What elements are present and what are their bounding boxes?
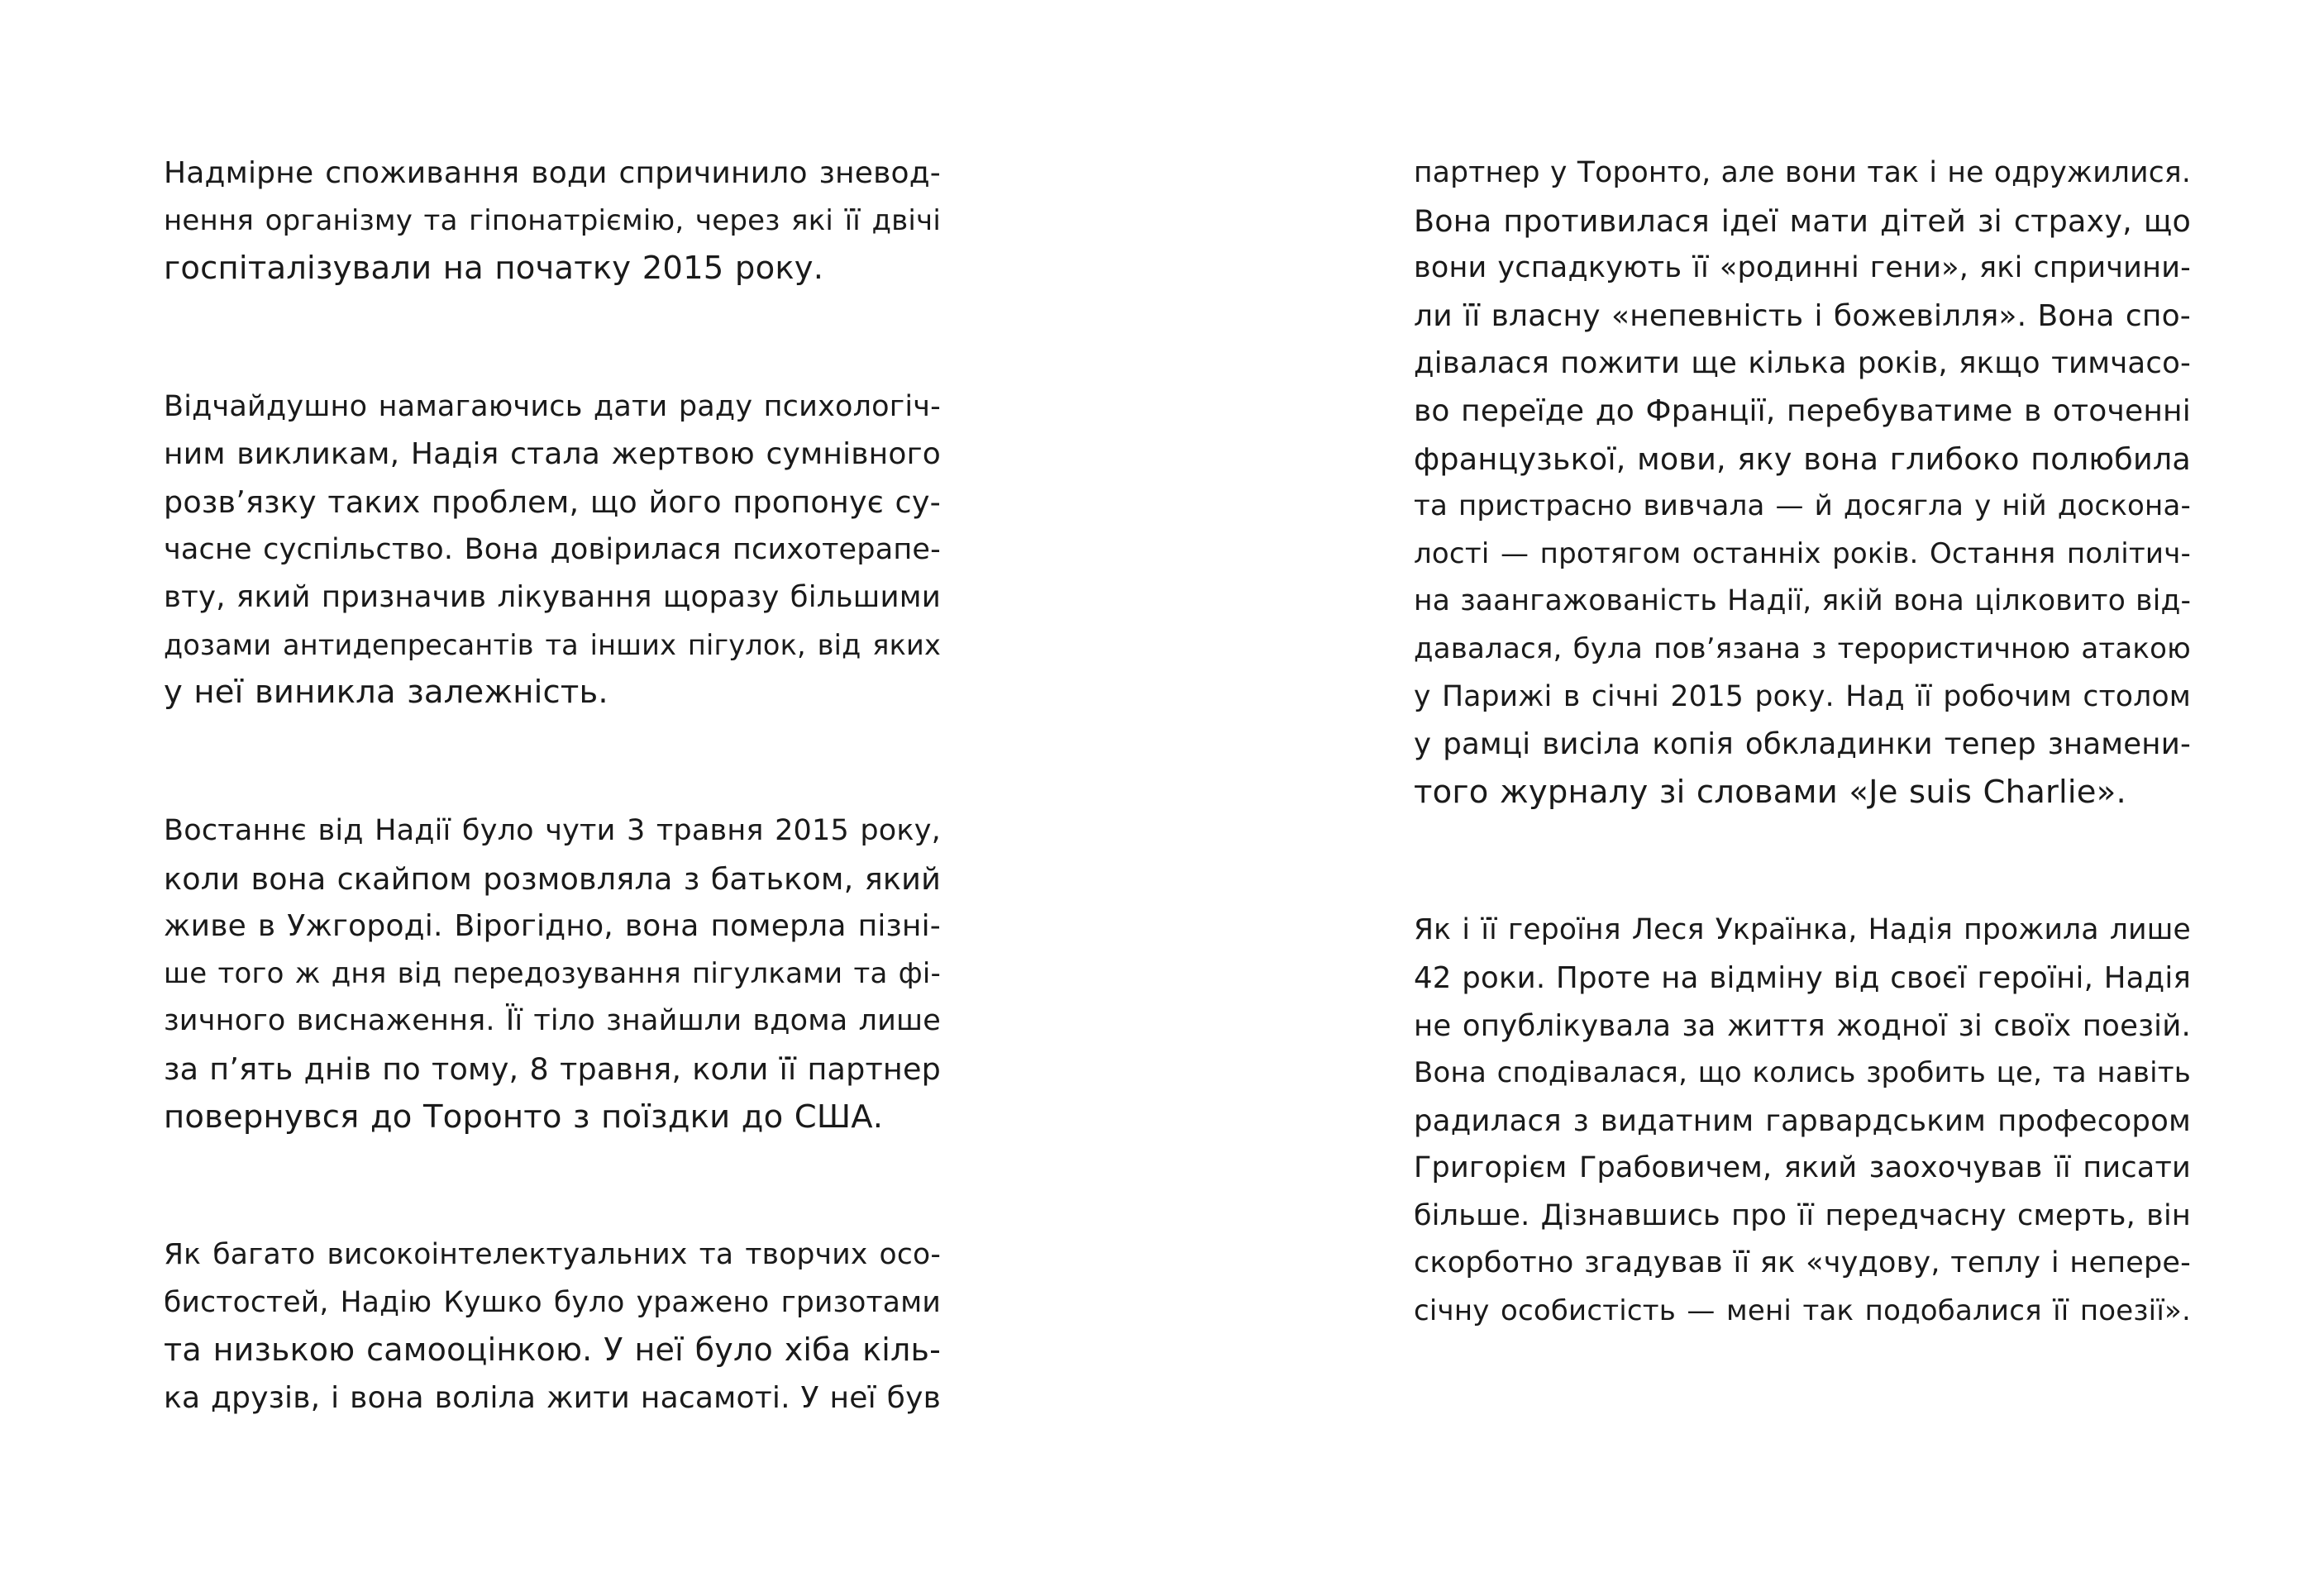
text-line: ним викликам, Надія стала жертвою сумнівного xyxy=(164,437,941,472)
paragraph xyxy=(164,807,941,1141)
text-line: лості — протягом останніх років. Остання політич- xyxy=(1414,536,2191,570)
text-line: ше того ж дня від передозування пігулками та фі- xyxy=(164,956,941,990)
text-line: Надмірне споживання води спричинило зневод- xyxy=(164,156,941,190)
text-line: госпіталізували на початку 2015 року. xyxy=(164,250,824,288)
paragraph xyxy=(1414,150,2191,816)
text-line: живе в Ужгороді. Вірогідно, вона померла пізні- xyxy=(164,909,941,944)
text-line: Вона противилася ідеї мати дітей зі страху, що xyxy=(1414,202,2191,239)
text-line: того журналу зі словами «Je suis Charlie». xyxy=(1414,773,2126,811)
text-line: не опублікувала за життя жодної зі своїх поезій. xyxy=(1414,1008,2191,1043)
text-line: часне суспільство. Вона довірилася психотерапе- xyxy=(164,532,941,566)
text-line: коли вона скайпом розмовляла з батьком, який xyxy=(164,860,941,897)
paragraph xyxy=(164,383,941,717)
left-text-column xyxy=(164,150,941,1512)
text-line: Як і її героїня Леся Українка, Надія прожила лише xyxy=(1414,913,2191,947)
text-line: Як багато високоінтелектуальних та творчих осо- xyxy=(164,1238,941,1272)
text-line: давалася, була пов’язана з терористичною атакою xyxy=(1414,631,2191,665)
text-line: бистостей, Надію Кушко було уражено гризотами xyxy=(164,1285,941,1319)
paragraph xyxy=(164,150,941,293)
text-line: ли її власну «непевність і божевілля». Вона спо- xyxy=(1414,298,2191,333)
text-line: вту, який призначив лікування щоразу більшими xyxy=(164,580,941,615)
text-line: французької, мови, яку вона глибоко полюбила xyxy=(1414,441,2191,477)
text-line: 42 роки. Проте на відміну від своєї героїні, Надія xyxy=(1414,960,2191,995)
right-page xyxy=(1162,0,2324,1591)
text-line: січну особистість — мені так подобалися її поезії». xyxy=(1414,1294,2191,1328)
text-line: радилася з видатним гарвардським професором xyxy=(1414,1103,2191,1138)
text-line: повернувся до Торонто з поїздки до США. xyxy=(164,1098,884,1136)
text-line: зичного виснаження. Її тіло знайшли вдома лише xyxy=(164,1004,941,1038)
text-line: Вона сподівалася, що колись зробить це, та навіть xyxy=(1414,1056,2191,1090)
text-line: во переїде до Франції, перебуватиме в оточенні xyxy=(1414,393,2191,428)
text-line: ка друзів, і вона воліла жити насамоті. У неї був xyxy=(164,1380,941,1415)
text-line: Григорієм Грабовичем, який заохочував її писати xyxy=(1414,1151,2191,1185)
text-line: більше. Дізнавшись про її передчасну смерть, він xyxy=(1414,1198,2191,1232)
text-line: скорботно згадував її як «чудову, теплу і непере- xyxy=(1414,1246,2191,1280)
text-line: та пристрасно вивчала — й досягла у ній доскона- xyxy=(1414,489,2191,523)
text-line: дозами антидепресантів та інших пігулок, від яких xyxy=(164,628,941,661)
text-line: партнер у Торонто, але вони так і не одружилися. xyxy=(1414,156,2191,189)
right-text-column xyxy=(1414,150,2191,1427)
text-line: та низькою самооцінкою. У неї було хіба кіль- xyxy=(164,1331,941,1369)
text-line: на заангажованість Надії, якій вона цілковито від- xyxy=(1414,584,2192,618)
text-line: вони успадкують її «родинні гени», які спричини- xyxy=(1414,251,2191,285)
paragraph xyxy=(1414,907,2191,1335)
paragraph xyxy=(164,1231,941,1422)
text-line: у Парижі в січні 2015 року. Над її робочим столом xyxy=(1414,679,2191,713)
text-line: за п’ять днів по тому, 8 травня, коли її партнер xyxy=(164,1050,941,1087)
text-line: розв’язку таких проблем, що його пропонує су- xyxy=(164,483,941,520)
text-line: дівалася пожити ще кілька років, якщо тимчасо- xyxy=(1414,346,2191,381)
text-line: Востаннє від Надії було чути 3 травня 2015 року, xyxy=(164,813,941,847)
text-line: у рамці висіла копія обкладинки тепер знамени- xyxy=(1414,727,2191,762)
text-line: у неї виникла залежність. xyxy=(164,674,608,712)
text-line: Відчайдушно намагаючись дати раду психологіч- xyxy=(164,389,941,423)
text-line: нення організму та гіпонатріємію, через які її двічі xyxy=(164,203,941,237)
